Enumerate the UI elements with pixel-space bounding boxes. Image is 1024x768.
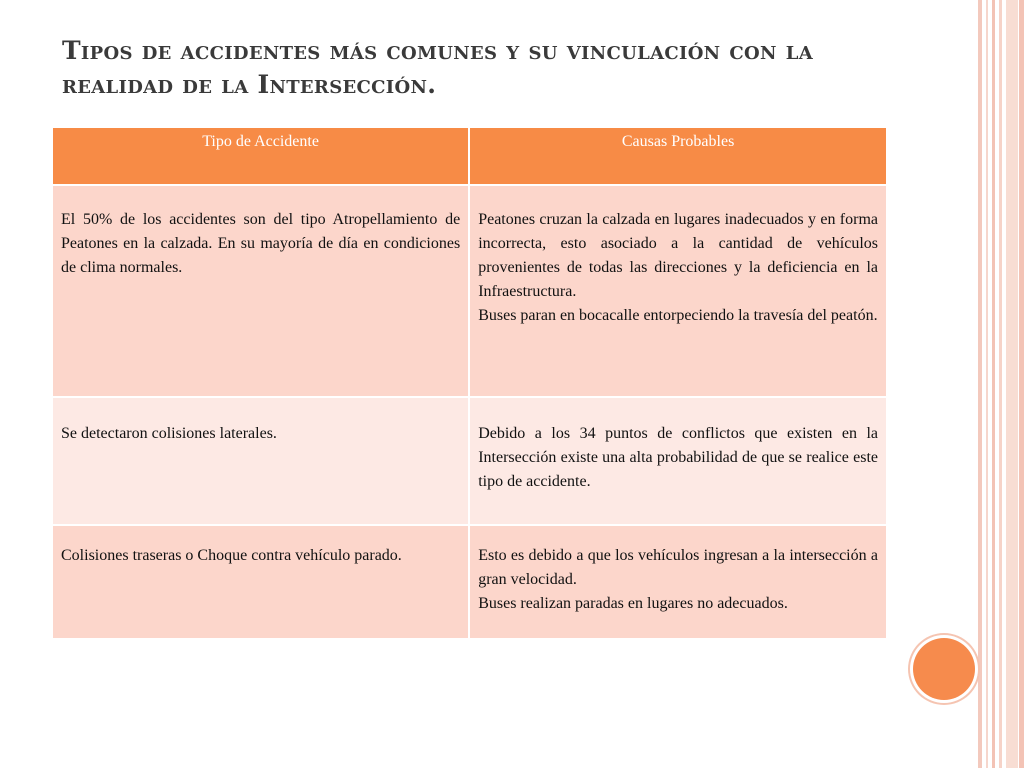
cell-text: Buses realizan paradas en lugares no adecuados. bbox=[478, 595, 788, 612]
cell-causas bbox=[470, 526, 886, 638]
cell-text: El 50% de los accidentes son del tipo Atropellamiento de Peatones en la calzada. En su mayoría de día en condiciones de clima normales. bbox=[61, 211, 461, 276]
decorative-stripe bbox=[999, 0, 1002, 768]
decorative-stripe bbox=[978, 0, 982, 768]
accidents-table bbox=[51, 126, 888, 640]
slide-title: Tipos de accidentes más comunes y su vinculación con la realidad de la Intersección. bbox=[62, 36, 814, 99]
cell-causas bbox=[470, 398, 886, 524]
decorative-stripe bbox=[992, 0, 995, 768]
table-row bbox=[53, 526, 886, 638]
cell-tipo bbox=[53, 186, 468, 396]
header-tipo-de-accidente: Tipo de Accidente bbox=[53, 128, 468, 184]
table-header-row bbox=[53, 128, 886, 184]
table-row bbox=[53, 186, 886, 396]
cell-text: Peatones cruzan la calzada en lugares inadecuados y en forma incorrecta, esto asociado a la cantidad de vehículos provenientes de todas las direcciones y la deficiencia en la Infraestructura. bbox=[478, 211, 878, 300]
decorative-stripe bbox=[1006, 0, 1018, 768]
decorative-stripe bbox=[986, 0, 988, 768]
cell-text: Se detectaron colisiones laterales. bbox=[61, 425, 277, 442]
decorative-circle bbox=[913, 638, 975, 700]
cell-text: Colisiones traseras o Choque contra vehículo parado. bbox=[61, 547, 402, 564]
cell-text: Esto es debido a que los vehículos ingresan a la intersección a gran velocidad. bbox=[478, 547, 878, 588]
cell-text: Debido a los 34 puntos de conflictos que existen en la Intersección existe una alta probabilidad de que se realice este tipo de accidente. bbox=[478, 425, 878, 490]
decorative-stripe bbox=[1019, 0, 1024, 768]
header-causas-probables: Causas Probables bbox=[470, 128, 886, 184]
cell-tipo bbox=[53, 398, 468, 524]
cell-text: Buses paran en bocacalle entorpeciendo la travesía del peatón. bbox=[478, 307, 878, 324]
table-row bbox=[53, 398, 886, 524]
cell-tipo bbox=[53, 526, 468, 638]
cell-causas bbox=[470, 186, 886, 396]
